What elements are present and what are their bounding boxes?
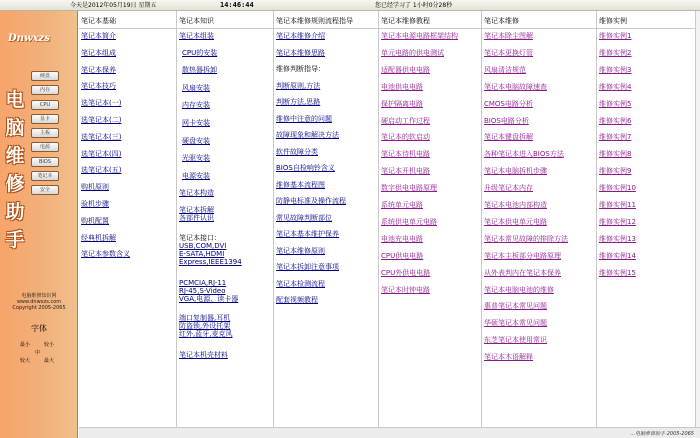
nav-link[interactable]: 笔记本除尘图解 (484, 32, 533, 40)
nav-link[interactable]: 端口复制器,耳机 (179, 314, 231, 322)
nav-link[interactable]: 维修实例10 (599, 184, 636, 193)
nav-link[interactable]: 维修基本流程图 (276, 180, 325, 189)
site-name: 电脑维修知识网 (21, 293, 57, 299)
section-label: 笔记本接口： (179, 234, 221, 242)
nav-link[interactable]: 笔记本的软启动 (381, 133, 430, 142)
nav-link[interactable]: 各部件认识 (179, 214, 214, 222)
nav-link[interactable]: 选笔记本(四) (81, 149, 122, 158)
nav-link[interactable]: CMOS电路分析 (484, 99, 533, 108)
nav-link[interactable]: 电池充电电路 (381, 234, 423, 243)
nav-link[interactable]: 笔记本参数含义 (81, 250, 130, 259)
nav-link[interactable]: 惠普笔记本常见问题 (484, 302, 547, 311)
nav-link[interactable]: 笔记本维修原则 (276, 246, 325, 255)
nav-link[interactable]: 笔记本技巧 (81, 82, 116, 91)
nav-link[interactable]: 系统供电单元电路 (381, 217, 437, 226)
nav-link[interactable]: 内存安装 (182, 101, 210, 109)
nav-link[interactable]: 华硕笔记本常见问题 (484, 319, 547, 328)
nav-link[interactable]: 故障现象和解决方法 (276, 131, 339, 139)
font-size-max[interactable]: 最大 (44, 358, 55, 364)
nav-link[interactable]: 维修实例1 (599, 32, 632, 40)
nav-link[interactable]: 笔记本时钟电路 (381, 285, 430, 294)
column-cases (597, 11, 696, 427)
nav-link[interactable]: E-SATA,HDMI (179, 250, 225, 258)
nav-link[interactable]: 电池供电电路 (381, 82, 423, 91)
nav-link[interactable]: VGA,电源、读卡器 (179, 295, 239, 303)
nav-link[interactable]: 笔记本机壳材料 (179, 351, 228, 359)
nav-link[interactable]: 笔记本基本维护保养 (276, 230, 339, 238)
font-size-min[interactable]: 最小 (20, 342, 31, 348)
footer-text: ...电脑维修助手 2005-2065 (630, 431, 694, 437)
nav-link[interactable]: RJ-45,S-Video (179, 287, 226, 295)
copyright: Copyright 2005-2065 (12, 305, 66, 311)
nav-link[interactable]: 升级笔记本内存 (484, 184, 533, 193)
nav-link[interactable]: 维修实例11 (599, 201, 636, 209)
nav-link[interactable]: 笔记本主板部分电路原理 (484, 251, 561, 260)
nav-link[interactable]: 保护隔离电路 (381, 99, 423, 108)
top-status-bar (0, 0, 700, 11)
column-header: 笔记本维修 (482, 11, 596, 29)
title-char: 维 (5, 145, 25, 167)
nav-link[interactable]: 防静电标准及操作流程 (276, 197, 346, 205)
title-char: 手 (5, 229, 25, 251)
nav-link[interactable]: 购机原则 (81, 183, 109, 192)
nav-link[interactable]: 笔记本保养 (81, 65, 116, 74)
nav-link[interactable]: BIOS电路分析 (484, 116, 529, 125)
nav-link[interactable]: 维修中注意的问题 (276, 114, 332, 123)
column-header: 笔记本知识 (177, 11, 273, 29)
nav-link[interactable]: 硬启动工作过程 (381, 116, 430, 125)
nav-link[interactable]: 选笔记本(二) (81, 116, 122, 124)
site-info (0, 293, 78, 311)
nav-link[interactable]: 笔记本供电单元电路 (484, 217, 547, 226)
nav-link[interactable]: 维修实例14 (599, 251, 636, 260)
column-repair (482, 11, 597, 427)
nav-link[interactable]: 判断原则,方法 (276, 81, 321, 90)
column-basics (79, 11, 177, 427)
sidebar-button-laptop[interactable]: 笔记本 (31, 171, 59, 181)
nav-link[interactable]: 笔记本键盘拆解 (484, 133, 533, 142)
vertical-scrollbar[interactable] (696, 11, 700, 427)
nav-link[interactable]: 电源安装 (182, 172, 210, 180)
nav-link[interactable]: 选笔记本(三) (81, 132, 122, 141)
nav-link[interactable]: 笔记本简介 (81, 32, 116, 40)
nav-link[interactable]: 维修实例4 (599, 82, 632, 91)
nav-link[interactable]: 笔记本开机电路 (381, 167, 430, 176)
nav-link[interactable]: 笔记本检测流程 (276, 279, 325, 288)
nav-link[interactable]: BIOS自检响铃含义 (276, 164, 335, 172)
column-tutorials (379, 11, 482, 427)
nav-link[interactable]: 笔记本电源电路框架结构 (381, 32, 458, 40)
title-char: 脑 (5, 117, 25, 139)
font-size-mid[interactable]: 中 (35, 350, 41, 356)
sidebar-button-gpu[interactable]: 显卡 (31, 114, 59, 124)
sidebar-button-memory[interactable]: 内存 (31, 85, 59, 95)
nav-link[interactable]: 数字供电电路原理 (381, 184, 437, 193)
font-size-large[interactable]: 较大 (20, 358, 31, 364)
nav-link[interactable]: 单元电路的供电测试 (381, 48, 444, 57)
nav-link[interactable]: 笔记本电池内部构造 (484, 201, 547, 209)
nav-link[interactable]: 笔记本更换灯管 (484, 48, 533, 57)
title-char: 电 (5, 89, 25, 111)
nav-link[interactable]: 配套视频教程 (276, 296, 318, 304)
nav-link[interactable]: 笔记本组装 (179, 32, 214, 40)
nav-link[interactable]: Express,IEEE1394 (179, 258, 242, 266)
column-knowledge (177, 11, 274, 427)
nav-link[interactable]: 散热器拆卸 (182, 66, 217, 74)
nav-link[interactable]: 笔记本维修介绍 (276, 32, 325, 40)
nav-link[interactable]: 维修实例2 (599, 48, 632, 57)
nav-link[interactable]: 验机步骤 (81, 200, 109, 208)
nav-link[interactable]: 维修实例6 (599, 116, 632, 125)
sidebar-button-cpu[interactable]: CPU (31, 100, 59, 110)
nav-link[interactable]: 系统单元电路 (381, 201, 423, 209)
nav-link[interactable]: 笔记本待机电路 (381, 150, 430, 159)
nav-link[interactable]: 笔记本电脑电池的维修 (484, 285, 554, 294)
column-rules (274, 11, 379, 427)
app-title-vertical (4, 86, 26, 254)
date-label: 今天是2012年05月19日 星期五 (70, 2, 157, 9)
nav-link[interactable]: 笔记本维修思路 (276, 48, 325, 57)
nav-link[interactable]: 硬盘安装 (182, 137, 210, 145)
footer-bar (79, 427, 700, 438)
sidebar-button-security[interactable]: 安全 (31, 185, 59, 195)
nav-link[interactable]: 风扇清洁规范 (484, 65, 526, 74)
sidebar-button-motherboard[interactable]: 主板 (31, 128, 59, 138)
site-url: www.dnwxzs.com (16, 299, 62, 305)
nav-link[interactable]: PCMCIA,RJ-11 (179, 279, 227, 287)
nav-link[interactable]: 笔记本拆卸注意事项 (276, 263, 339, 271)
font-size-label: 字体 (31, 324, 47, 333)
nav-link[interactable]: 光驱安装 (182, 154, 210, 162)
nav-link[interactable]: 维修实例13 (599, 234, 636, 243)
nav-link[interactable]: 防盗锁,外设托架 (179, 322, 231, 330)
nav-link[interactable]: 笔记本构造 (179, 189, 214, 197)
sidebar-buttons (31, 71, 59, 200)
nav-link[interactable]: 维修实例8 (599, 150, 632, 159)
nav-link[interactable]: 维修实例5 (599, 99, 632, 108)
nav-link[interactable]: 选笔记本(一) (81, 99, 122, 108)
nav-link[interactable]: 适配器供电电路 (381, 65, 430, 74)
nav-link[interactable]: 软件故障分类 (276, 147, 318, 156)
nav-link[interactable]: 风扇安装 (182, 84, 210, 92)
sidebar (0, 11, 78, 438)
nav-link[interactable]: CPU供电电路 (381, 251, 424, 260)
nav-link[interactable]: 笔记本木语解释 (484, 353, 533, 362)
nav-link[interactable]: 判断方法,思路 (276, 98, 321, 106)
nav-link[interactable]: 红外,蓝牙,麦克风 (179, 330, 233, 338)
nav-link[interactable]: 网卡安装 (182, 119, 210, 127)
section-label: 维修判断指导： (276, 65, 325, 73)
nav-link[interactable]: CPU外供电电路 (381, 268, 431, 277)
column-header: 维修实例 (597, 11, 695, 29)
study-time-label: 您已经学习了 1小时0分28秒 (375, 2, 453, 9)
sidebar-button-power[interactable]: 电源 (31, 142, 59, 152)
column-header: 笔记本维修教程 (379, 11, 481, 29)
nav-link[interactable]: 经典机拆解 (81, 233, 116, 242)
font-size-small[interactable]: 较小 (44, 342, 55, 348)
title-char: 修 (5, 173, 25, 195)
clock-label: 14:46:44 (220, 1, 254, 9)
nav-link[interactable]: 维修实例3 (599, 65, 632, 74)
sidebar-button-bios[interactable]: BIOS (31, 157, 59, 167)
title-char: 助 (5, 201, 25, 223)
nav-link[interactable]: USB,COM,DVI (179, 242, 227, 250)
nav-link[interactable]: CPU的安装 (182, 49, 218, 57)
nav-link[interactable]: 维修实例7 (599, 133, 632, 142)
content-area (79, 11, 700, 427)
nav-link[interactable]: 笔记本拆解 (179, 206, 214, 214)
nav-link[interactable]: 购机配置 (81, 216, 109, 225)
column-header: 笔记本维修规则流程指导 (274, 11, 378, 29)
nav-link[interactable]: 各种笔记本进入BIOS方法 (484, 150, 564, 159)
nav-link[interactable]: 维修实例12 (599, 217, 636, 226)
nav-link[interactable]: 维修实例9 (599, 167, 632, 176)
nav-link[interactable]: 笔记本组成 (81, 48, 116, 57)
sidebar-button-disk[interactable]: 硬盘 (31, 71, 59, 81)
nav-link[interactable]: 选笔记本(五) (81, 166, 122, 175)
nav-link[interactable]: 从外表判内在笔记本保养 (484, 268, 561, 277)
app-logo: Dnwxzs (8, 33, 50, 44)
nav-link[interactable]: 笔记本电脑拆机步骤 (484, 167, 547, 176)
nav-link[interactable]: 笔记本常见故障的排除方法 (484, 234, 568, 243)
nav-link[interactable]: 维修实例15 (599, 268, 636, 277)
nav-link[interactable]: 笔记本电脑故障速查 (484, 82, 547, 91)
nav-link[interactable]: 常见故障判断部位 (276, 213, 332, 222)
column-header: 笔记本基础 (79, 11, 176, 29)
nav-link[interactable]: 东芝笔记本使用常识 (484, 336, 547, 345)
